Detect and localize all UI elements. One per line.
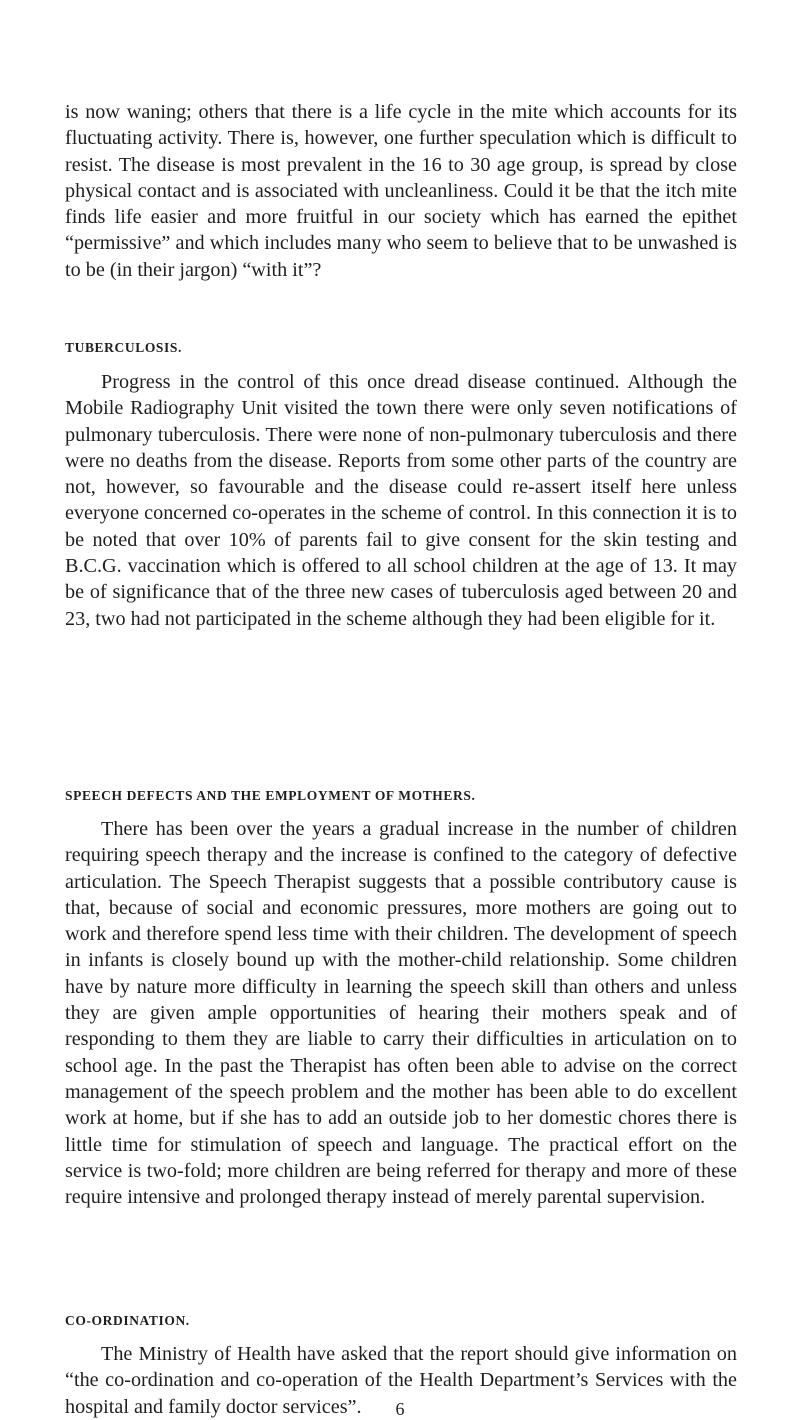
heading-tuberculosis: TUBERCULOSIS. bbox=[65, 340, 182, 355]
paragraph-tuberculosis: Progress in the control of this once dread disease continued. Although the Mobile Radiography Unit visited the town there were only seven notifications of pulmonary tuberculosis. There were none of non-pulmonary tuberculosis and there were no deaths from the disease. Reports from some other parts of the country are not, however, so favourable and the disease could re-assert itself here unless everyone concerned co-operates in the scheme of control. In this connection it is to be noted that over 10% of parents fail to give consent for the skin testing and B.C.G. vaccination which is offered to all school children at the age of 13. It may be of significance that of the three new cases of tuberculosis aged between 20 and 23, two had not participated in the scheme although they had been eligible for it. bbox=[65, 371, 737, 630]
paragraph-speech-defects: There has been over the years a gradual increase in the number of children requiring speech therapy and the increase is confined to the category of defective articulation. The Speech Therapist suggests that a possible contributory cause is that, because of social and economic pressures, more mothers are going out to work and therefore spend less time with their children. The development of speech in infants is closely bound up with the mother-child relationship. Some children have by nature more difficulty in learning the speech skill than others and unless they are given ample opportunities of hearing their mothers speak and of responding to them they are liable to carry their difficulties in articulation on to school age. In the past the Therapist has often been able to advise on the correct management of the speech problem and the mother has been able to do excellent work at home, but if she has to add an outside job to her domestic chores there is little time for stimulation of speech and language. The practical effort on the service is two-fold; more children are being referred for therapy and more of these require intensive and prolonged therapy instead of merely parental supervision. bbox=[65, 818, 737, 1209]
paragraph-coordination: The Ministry of Health have asked that the report should give information on “the co-ordination and co-operation of the Health Department’s Services with the hospital and family doctor services”. bbox=[65, 1343, 737, 1418]
page-number: 6 bbox=[395, 1399, 405, 1419]
heading-coordination: CO-ORDINATION. bbox=[65, 1313, 190, 1328]
paragraph-scabies-continued: is now waning; others that there is a life cycle in the mite which accounts for its fluctuating activity. There is, however, one further speculation which is difficult to resist. The disease is most prevalent in the 16 to 30 age group, is spread by close physical contact and is associated with uncleanliness. Could it be that the itch mite finds life easier and more fruitful in our society which has earned the epithet “permissive” and which includes many who seem to believe that to be unwashed is to be (in their jargon) “with it”? bbox=[65, 101, 737, 281]
heading-speech-defects: SPEECH DEFECTS AND THE EMPLOYMENT OF MOTHERS. bbox=[65, 788, 476, 803]
